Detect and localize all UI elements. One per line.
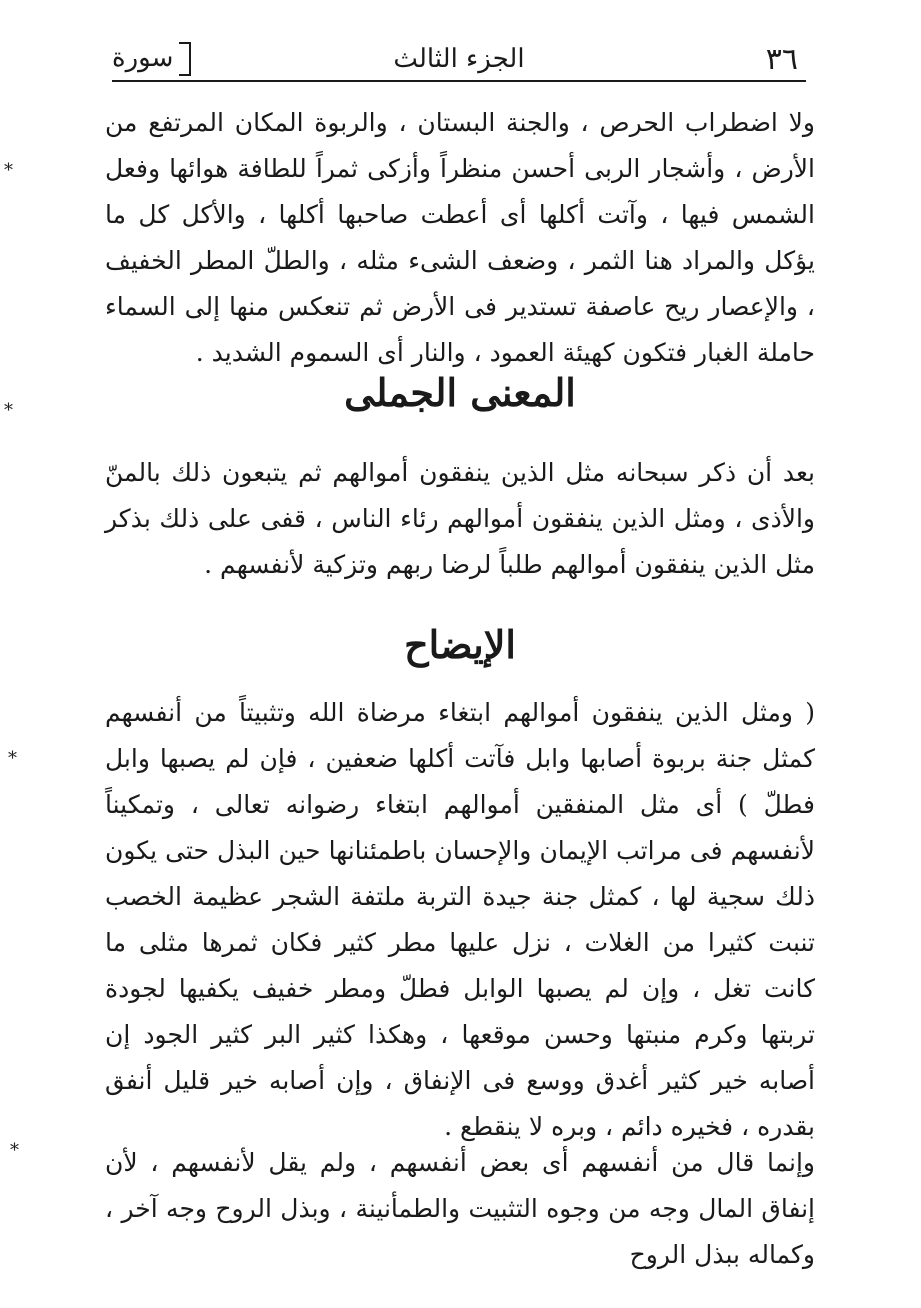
margin-mark: * — [4, 160, 13, 181]
running-title: الجزء الثالث — [393, 44, 525, 74]
margin-mark: * — [8, 748, 17, 769]
explanation-heading: الإيضاح — [404, 622, 516, 667]
surah-text: سورة — [112, 43, 174, 73]
surah-label — [112, 42, 191, 76]
explanation-paragraph: ( ومثل الذين ينفقون أموالهم ابتغاء مرضاة الله وتثبيتاً من أنفسهم كمثل جنة بربوة أصابها وابل فآتت أكلها ضعفين ، فإن لم يصبها وابل فطلّ ) أى مثل المنفقين أموالهم ابتغاء رضوانه تعالى ، وتمكيناً لأنفسهم فى مراتب الإيمان والإحسان باطمئنانها حين البذل حتى يكون ذلك سجية لها ، كمثل جنة جيدة التربة ملتفة الشجر عظيمة الخصب تنبت كثيرا من الغلات ، نزل عليها مطر كثير فكان ثمرها مثلى ما كانت تغل ، وإن لم يصبها الوابل فطلّ ومطر خفيف يكفيها لجودة تربتها وكرم منبتها وحسن موقعها ، وهكذا كثير البر كثير الجود إن أصابه خير كثير أغدق ووسع فى الإنفاق ، وإن أصابه خير قليل أنفق بقدره ، فخيره دائم ، وبره لا ينقطع . — [105, 698, 815, 1141]
summary-heading: المعنى الجملى — [344, 370, 576, 415]
header-rule — [112, 80, 806, 82]
continuation-paragraph: وإنما قال من أنفسهم أى بعض أنفسهم ، ولم يقل لأنفسهم ، لأن إنفاق المال وجه من وجوه التثبيت والطمأنينة ، وبذل الروح وجه آخر ، وكماله ببذل الروح — [105, 1148, 815, 1269]
summary-paragraph: بعد أن ذكر سبحانه مثل الذين ينفقون أموالهم ثم يتبعون ذلك بالمنّ والأذى ، ومثل الذين ينفقون أموالهم رئاء الناس ، قفى على ذلك بذكر مثل الذين ينفقون أموالهم طلباً لرضا ربهم وتزكية لأنفسهم . — [105, 458, 815, 579]
margin-mark: * — [4, 400, 13, 421]
glossary-paragraph: ولا اضطراب الحرص ، والجنة البستان ، والربوة المكان المرتفع من الأرض ، وأشجار الربى أحسن منظراً وأزكى ثمراً للطافة هوائها وفعل الشمس فيها ، وآتت أكلها أى أعطت صاحبها أكلها ، والأكل كل ما يؤكل والمراد هنا الثمر ، وضعف الشىء مثله ، والطلّ المطر الخفيف ، والإعصار ريح عاصفة تستدير فى الأرض ثم تنعكس منها إلى السماء حاملة الغبار فتكون كهيئة العمود ، والنار أى السموم الشديد . — [105, 108, 815, 367]
page-number: ٣٦ — [765, 42, 798, 77]
margin-mark: * — [10, 1140, 19, 1161]
page-header — [112, 36, 806, 76]
bracket-icon — [179, 42, 191, 76]
